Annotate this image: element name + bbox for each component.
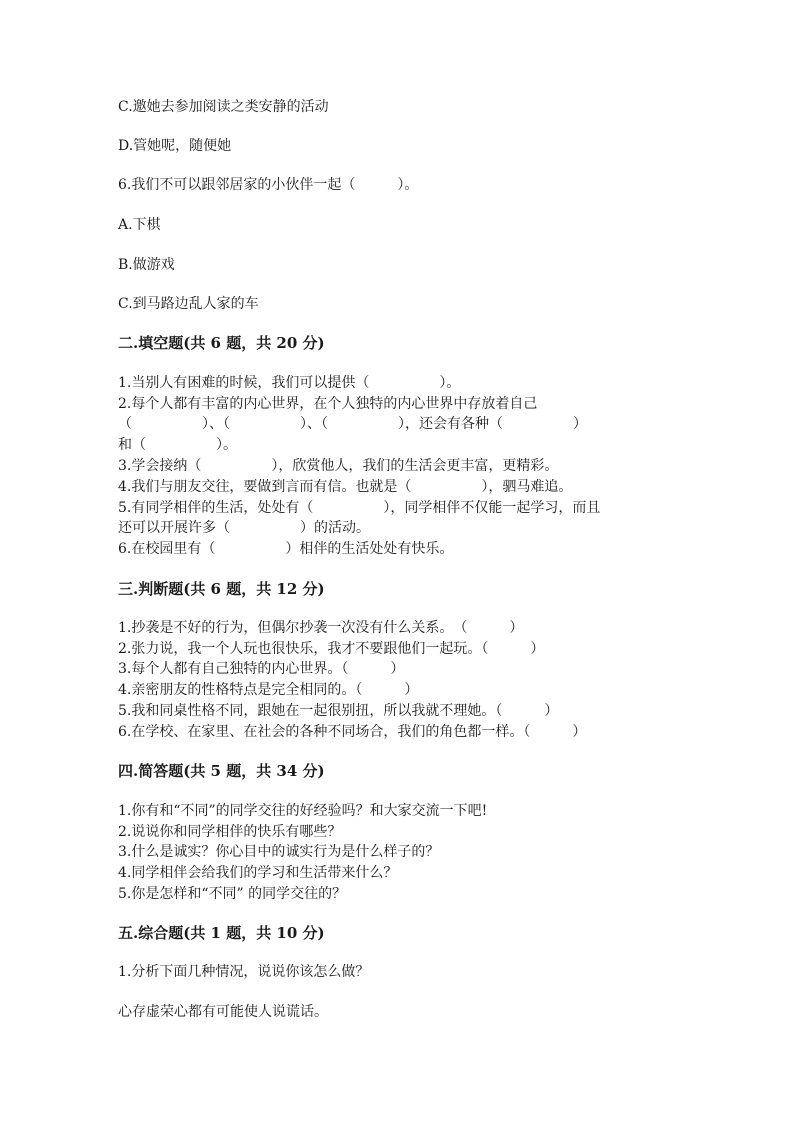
comprehensive-text: 心存虚荣心都有可能使人说谎话。 [118,1004,328,1020]
fill-line: 1.当别人有困难的时候，我们可以提供（ ）。 [118,375,461,391]
judge-line: 6.在学校、在家里、在社会的各种不同场合，我们的角色都一样。（ ） [118,724,587,740]
short-answer-line: 3.什么是诚实？你心目中的诚实行为是什么样子的？ [118,844,440,860]
section-4-heading: 四.简答题(共 5 题，共 34 分) [118,762,325,780]
question-6-option-b: B.做游戏 [118,257,175,273]
option-d: D.管她呢，随便她 [118,138,232,154]
question-6: 6.我们不可以跟邻居家的小伙伴一起（ ）。 [118,177,419,193]
fill-line: 2.每个人都有丰富的内心世界，在个人独特的内心世界中存放着自己 [118,396,538,412]
option-c: C.邀她去参加阅读之类安静的活动 [118,99,329,115]
judge-line: 1.抄袭是不好的行为，但偶尔抄袭一次没有什么关系。 （ ） [118,620,524,636]
section-5-heading: 五.综合题(共 1 题，共 10 分) [118,924,325,942]
section-2-heading: 二.填空题(共 6 题，共 20 分) [118,334,325,352]
fill-line: 5.有同学相伴的生活，处处有（ ），同学相伴不仅能一起学习，而且 [118,500,601,516]
fill-line: 和（ ）。 [118,437,237,453]
question-6-option-c: C.到马路边乱人家的车 [118,296,259,312]
fill-line: 4.我们与朋友交往，要做到言而有信。也就是（ ），驷马难追。 [118,479,573,495]
question-6-option-a: A.下棋 [118,217,161,233]
short-answer-line: 5.你是怎样和“不同” 的同学交往的？ [118,886,347,902]
comprehensive-question-1: 1.分析下面几种情况，说说你该怎么做？ [118,964,370,980]
short-answer-line: 1.你有和“不同”的同学交往的好经验吗？和大家交流一下吧! [118,803,488,819]
fill-line: （ ）、（ ）、（ ），还会有各种（ ） [118,416,587,432]
section-3-heading: 三.判断题(共 6 题，共 12 分) [118,580,325,598]
judge-line: 2.张力说，我一个人玩也很快乐，我才不要跟他们一起玩。（ ） [118,641,545,657]
fill-line: 6.在校园里有（ ）相伴的生活处处有快乐。 [118,541,454,557]
judge-line: 3.每个人都有自己独特的内心世界。（ ） [118,661,405,677]
short-answer-line: 2.说说你和同学相伴的快乐有哪些？ [118,824,342,840]
short-answer-line: 4.同学相伴会给我们的学习和生活带来什么？ [118,865,398,881]
fill-line: 还可以开展许多（ ）的活动。 [118,520,370,536]
judge-line: 4.亲密朋友的性格特点是完全相同的。（ ） [118,682,419,698]
judge-line: 5.我和同桌性格不同，跟她在一起很别扭，所以我就不理她。（ ） [118,703,559,719]
fill-line: 3.学会接纳（ ），欣赏他人，我们的生活会更丰富，更精彩。 [118,458,559,474]
